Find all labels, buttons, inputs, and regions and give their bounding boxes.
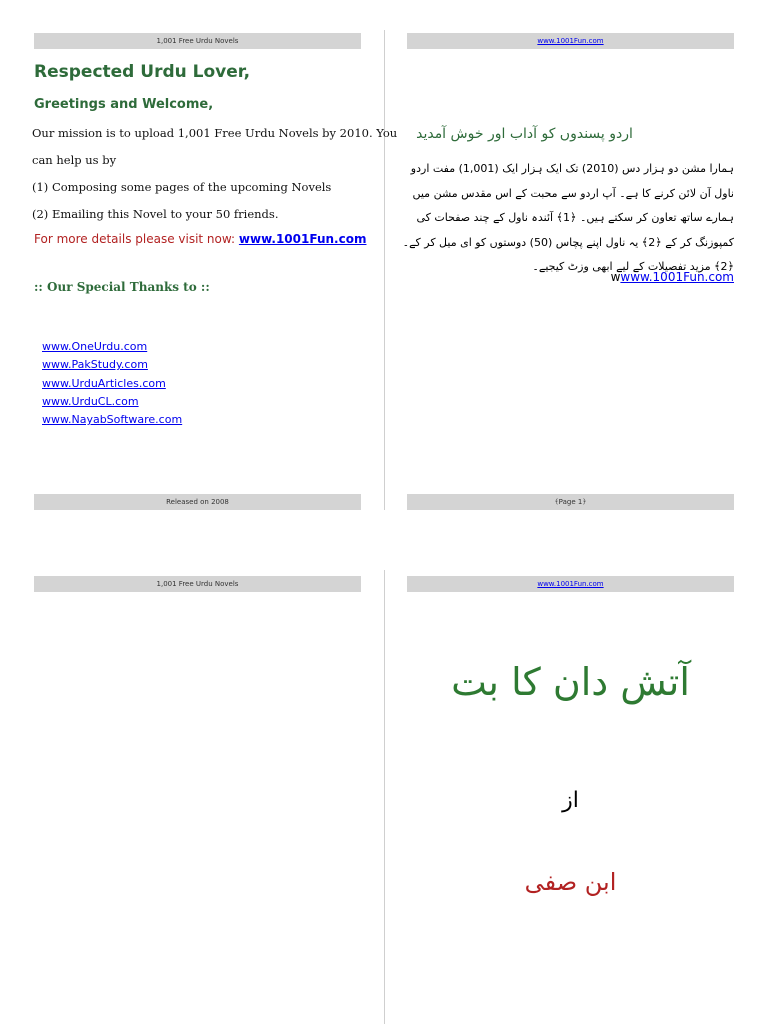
visit-link[interactable]: www.1001Fun.com [238, 232, 367, 246]
page-divider [384, 30, 385, 510]
greeting-heading: Respected Urdu Lover, [34, 62, 251, 82]
spread-bottom [0, 560, 768, 1024]
fun-link-prefix: w [610, 270, 621, 284]
welcome-subheading: Greetings and Welcome, [34, 97, 214, 112]
link-urduarticles[interactable]: www.UrduArticles.com [42, 376, 166, 390]
right-page-header [407, 33, 734, 49]
link-urducl[interactable]: www.UrduCL.com [42, 394, 139, 408]
fun-link[interactable]: www.1001Fun.com [620, 270, 734, 284]
link-nayabsoftware[interactable]: www.NayabSoftware.com [42, 413, 183, 427]
header-site-link[interactable]: www.1001Fun.com [537, 37, 604, 45]
mission-line-1: Our mission is to upload 1,001 Free Urdu Novels by 2010. You [32, 126, 398, 140]
mission-line-2: can help us by [32, 153, 117, 167]
right-page-footer: ﴾Page 1﴿ [407, 494, 734, 510]
urdu-welcome-title: اردو پسندوں کو آداب اور خوش آمدید [416, 126, 633, 142]
visit-line [34, 232, 366, 246]
left-page-header: 1,001 Free Urdu Novels [34, 33, 361, 49]
page-divider [384, 570, 385, 1024]
left-page-footer: Released on 2008 [34, 494, 361, 510]
book-title: آتش دان کا بت [451, 660, 690, 704]
thanks-link-list [42, 338, 182, 429]
left-page-header: 1,001 Free Urdu Novels [34, 576, 361, 592]
special-thanks-heading: :: Our Special Thanks to :: [34, 280, 210, 294]
mission-line-4: (2) Emailing this Novel to your 50 friends. [32, 207, 279, 221]
link-pakstudy[interactable]: www.PakStudy.com [42, 358, 148, 372]
by-label: از [562, 788, 579, 813]
visit-text: For more details please visit now: [34, 232, 239, 246]
urdu-mission-paragraph: ہمارا مشن دو ہزار دس (2010) تک ایک ہزار ایک (1,001) مفت اردو ناول آن لائن کرنے کا ہے۔ آپ اردو سے محبت کے اس مقدس مشن میں ہمارے ساتھ تعاون کر سکتے ہیں۔ ﴿1﴾ آئندہ ناول کے چند صفحات کی کمپوزنگ کر کے ﴿2﴾ یہ ناول اپنے پچاس (50) دوستوں کو ای میل کر کے۔ ﴿2﴾ مزید تفصیلات کے لیے ابھی وزٹ کیجیے۔ [402, 162, 734, 273]
header-site-link[interactable]: www.1001Fun.com [537, 580, 604, 588]
author-name: ابن صفی [524, 868, 617, 896]
fun-link-line [611, 270, 734, 284]
mission-line-3: (1) Composing some pages of the upcoming Novels [32, 180, 332, 194]
right-page-header [407, 576, 734, 592]
link-oneurdu[interactable]: www.OneUrdu.com [42, 340, 148, 353]
